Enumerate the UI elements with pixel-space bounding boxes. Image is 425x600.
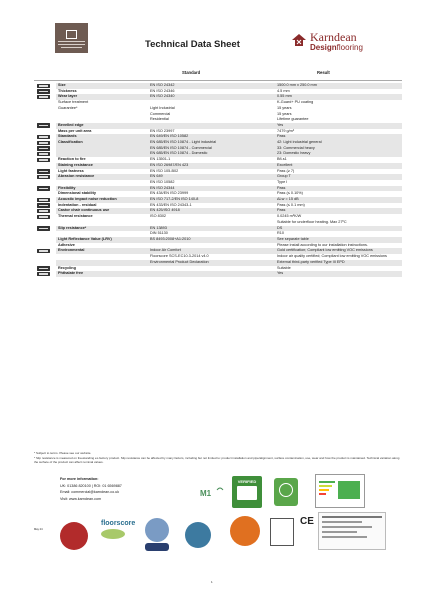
spec-icon [37, 146, 50, 151]
m1-badge [197, 482, 227, 504]
row-icon-cell [34, 271, 56, 277]
table-header [34, 68, 402, 81]
row-result: Pass [275, 186, 402, 192]
row-standard: BS 8493:2008+A1:2010 [148, 237, 275, 243]
row-result: 0.0245 m²K/W [277, 214, 302, 219]
row-result: ΔLw = 15 dB [275, 197, 402, 203]
spec-icon [37, 266, 50, 271]
row-standard: ISO 8302 [150, 214, 167, 219]
contact-heading: For more information: [60, 477, 99, 481]
row-result: Suitable [277, 265, 291, 270]
row-label: Guarantee* [58, 105, 78, 110]
page-title: Technical Data Sheet [145, 39, 240, 50]
row-standard: EN ISO 24340 [148, 94, 275, 100]
row-label: Thermal resistance [58, 214, 93, 219]
row-label: Wear layer [56, 94, 148, 100]
table-row [34, 271, 402, 277]
spec-icon [37, 249, 50, 254]
row-result: Suitable for underfloor heating. Max 27ºC [277, 219, 347, 224]
spec-icon [37, 135, 50, 140]
row-label: Abrasion resistance [56, 174, 148, 180]
spec-icon [37, 152, 50, 157]
spec-icon [37, 89, 50, 94]
spec-icon [37, 209, 50, 214]
row-result: 15 years [277, 105, 292, 110]
row-label: Adhesive [58, 242, 75, 247]
row-result: 7479 g/m² [277, 128, 295, 133]
row-standard: EN 649/EN ISO 10582 [148, 134, 275, 140]
spec-icon [37, 123, 50, 128]
row-label: Light Reflectance Value (LRV) [56, 237, 148, 243]
row-result: R10 [277, 231, 284, 236]
spec-icon [37, 169, 50, 174]
row-result: Pass [275, 134, 402, 140]
row-label: Environmental [56, 248, 148, 254]
row-result: 23: Domestic heavy [275, 151, 402, 157]
spec-icon [37, 203, 50, 208]
row-label: Acoustic impact noise reduction [56, 197, 148, 203]
declaration-label [318, 512, 386, 550]
row-result: External third-party verified Type III EPD [275, 260, 402, 266]
row-standard [148, 271, 275, 277]
spec-table [34, 68, 402, 277]
row-label: Indentation - residual [58, 202, 97, 207]
table-body [34, 83, 402, 277]
row-standard: EN ISO 24344 [148, 186, 275, 192]
row-standard: Commercial [150, 111, 171, 116]
row-standard: EN 434/EN ISO 23999 [150, 191, 189, 196]
row-result: Group T [275, 174, 402, 180]
verified-badge: VERIFIED [232, 476, 262, 508]
row-label: Size [56, 83, 148, 89]
column-standard: Standard [182, 70, 201, 75]
row-standard: EN 433/EN ISO 24343-1 [150, 202, 192, 207]
row-result: 42: Light industrial general [275, 140, 402, 146]
row-result: 0.55 mm [275, 94, 402, 100]
row-result: Pass [275, 208, 402, 214]
row-standard: DIN 51130 [150, 231, 168, 236]
page-number: 1 [211, 580, 213, 584]
row-result: DS [275, 226, 402, 232]
ukca-icon [270, 518, 294, 546]
spec-icon [37, 141, 50, 146]
row-result: See separate table [275, 237, 402, 243]
row-label: Slip resistance* [56, 226, 148, 232]
royal-warrant-icon [60, 522, 88, 550]
row-label: Flexibility [56, 186, 148, 192]
row-label: Staining resistance [56, 163, 148, 169]
row-standard: EN 685/EN ISO 10874 - Commercial [148, 146, 275, 152]
spec-icon [37, 84, 50, 89]
row-standard: Light Industrial [150, 105, 175, 110]
spec-icon [37, 198, 50, 203]
row-standard: Environmental Product Declaration [148, 260, 275, 266]
row-standard: EN 685/EN ISO 10874 - Light industrial [148, 140, 275, 146]
row-standard: EN ISO 23997 [150, 128, 175, 133]
row-result: 15 years [277, 111, 292, 116]
air-quality-label [315, 474, 365, 508]
row-standard: EN ISO 24342 [148, 83, 275, 89]
row-result: Excellent [275, 163, 402, 169]
spec-icon [37, 95, 50, 100]
row-result: Pass (≤ 0.10%) [277, 191, 303, 196]
row-result: Lifetime guarantee [277, 117, 309, 122]
gold-award-icon [145, 543, 169, 551]
row-standard: Residential [150, 117, 169, 122]
karndean-product-logo [55, 23, 88, 53]
issue-date: May 24 [34, 528, 43, 531]
row-result: 4.5 mm [277, 88, 290, 93]
contact-email[interactable]: Email: commercial@karndean.co.uk [60, 490, 120, 494]
spec-icon [37, 272, 50, 277]
spec-icon [37, 226, 50, 231]
row-label: Surface treatment [58, 100, 89, 105]
row-result: Indoor air quality certified; Compliant low emitting VOC emissions [277, 254, 387, 259]
footnote-slip: * Slip resistance is measured on freestanding ex-factory product. Slip resistance can be affected by many factors, including but not limited to: product installation and pipe/alignment, surface contamination, use, wear and how the product is maintained. Technical variation along the surface of the product can affect nominal values. [34, 456, 400, 464]
row-result: Yes [275, 271, 402, 277]
row-label: Phthalate free [56, 271, 148, 277]
row-standard: EN 685/EN ISO 10874 - Domestic [148, 151, 275, 157]
row-standard: EN ISO 10582 [150, 179, 175, 184]
brand-subtitle: Designflooring [310, 43, 363, 52]
indoor-air-comfort-badge [274, 478, 298, 506]
row-label: Thickness [58, 88, 77, 93]
row-result: Pass (≥ 7) [277, 168, 295, 173]
certification-seal-icon [185, 522, 211, 548]
row-label: Bevelled edge [56, 123, 148, 129]
bsi-iso-icon [230, 516, 260, 546]
row-label: Reaction to fire [58, 157, 86, 162]
row-result: Pass (≤ 0.1 mm) [277, 202, 305, 207]
ce-mark-icon: CE [300, 516, 314, 527]
spec-icon [37, 158, 50, 163]
floorscore-logo: floorscore [101, 520, 133, 550]
row-label: Classification [56, 140, 148, 146]
row-result: K-Guard+ PU coating [277, 100, 314, 105]
row-label: Castor chair continuous use [56, 208, 148, 214]
row-result: Type I [277, 179, 288, 184]
row-result: Bfl-s1 [277, 157, 287, 162]
row-standard: EN 13893 [148, 226, 275, 232]
row-standard: EN ISO 717-2/EN ISO 140-8 [148, 197, 275, 203]
row-standard: EN ISO 24346 [150, 88, 175, 93]
contact-website[interactable]: Visit: www.karndean.com [60, 496, 102, 501]
spec-icon [37, 175, 50, 180]
row-standard: EN 425/ISO 4918 [148, 208, 275, 214]
row-result: 33: Commercial heavy [275, 146, 402, 152]
row-standard: Indoor Air Comfort [148, 248, 275, 254]
row-standard: EN 13501-1 [150, 157, 171, 162]
row-standard: EN 649 [148, 174, 275, 180]
spec-icon [37, 215, 50, 220]
bba-icon [145, 518, 169, 542]
row-standard: Floorscore SCS-EC10.3-2014 v4.0 [150, 254, 209, 259]
row-standard: EN ISO 26987/EN 423 [148, 163, 275, 169]
footnote-guarantee: * Subject to terms. Please see our website. [34, 451, 92, 455]
row-label: Recycling [58, 265, 76, 270]
house-icon [290, 31, 308, 49]
row-label: Light fastness [58, 168, 84, 173]
row-label: Mass per unit area [58, 128, 92, 133]
row-result: 1500.0 mm x 250.0 mm [275, 83, 402, 89]
row-label: Standards [56, 134, 148, 140]
row-standard: EN ISO 105-B02 [150, 168, 179, 173]
row-result: Gold certification; Compliant low emitting VOC emissions [275, 248, 402, 254]
contact-block [60, 476, 122, 502]
column-result: Result [317, 70, 330, 75]
brand-logo [290, 29, 400, 55]
svg-text:M1: M1 [200, 489, 212, 498]
brand-name: Karndean [310, 30, 357, 44]
row-label: Dimensional stability [58, 191, 96, 196]
row-result: Please install according to our installation instructions. [277, 242, 368, 247]
spec-icon [37, 186, 50, 191]
row-result: Yes [275, 123, 402, 129]
contact-phone: UK: 01386 820100 | ROI: 01 6569887 [60, 483, 122, 488]
